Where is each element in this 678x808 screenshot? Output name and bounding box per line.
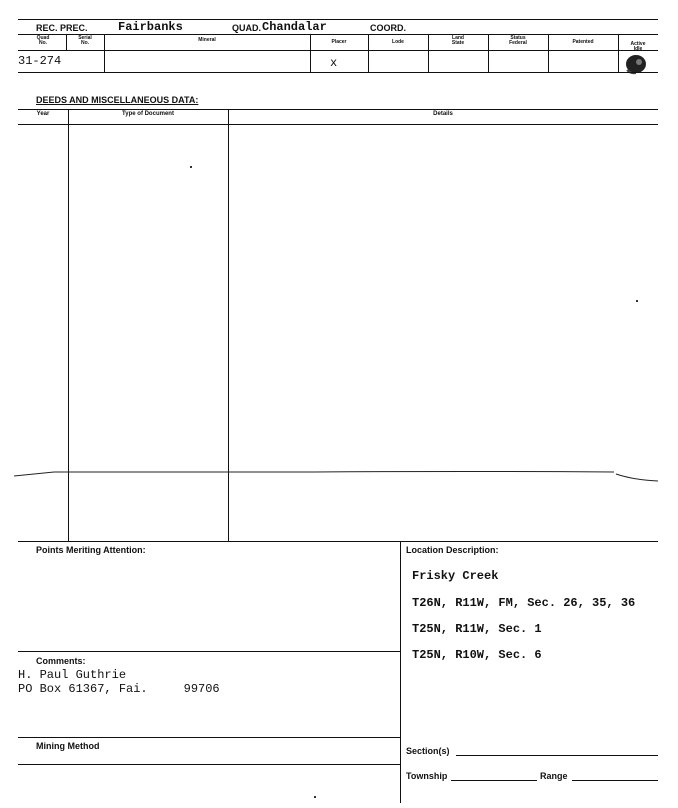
deeds-header-rule xyxy=(18,124,658,125)
quad-label: QUAD. xyxy=(232,23,261,33)
rec-prec-value: Fairbanks xyxy=(118,20,183,34)
hand-drawn-line xyxy=(14,464,662,486)
col-sep-2 xyxy=(104,34,105,50)
quad-value: Chandalar xyxy=(262,20,327,34)
township-blank xyxy=(451,780,537,781)
location-line-2: T26N, R11W, FM, Sec. 26, 35, 36 xyxy=(412,596,636,610)
location-line-1: Frisky Creek xyxy=(412,569,499,583)
stray-mark xyxy=(636,300,638,302)
col-serial-no: Serial No. xyxy=(78,35,92,46)
header-top-rule xyxy=(18,19,658,20)
deeds-bottom-rule xyxy=(18,541,658,542)
rec-prec-label: REC. PREC. xyxy=(36,23,88,33)
location-line-3: T25N, R11W, Sec. 1 xyxy=(412,622,542,636)
col-patented: Patented xyxy=(572,39,594,45)
coord-label: COORD. xyxy=(370,23,406,33)
col-active-idle: Active Idle xyxy=(630,41,646,52)
header-mid-rule xyxy=(18,34,658,35)
col-sep-5 xyxy=(428,34,429,72)
col-sep-3 xyxy=(310,34,311,72)
sections-label: Section(s) xyxy=(406,746,450,756)
mining-label: Mining Method xyxy=(36,741,100,751)
quad-no-value: 31-274 xyxy=(18,54,62,68)
stray-mark xyxy=(190,166,192,168)
placer-mark: x xyxy=(330,56,338,70)
col-sep-8 xyxy=(618,34,619,72)
record-row-rule xyxy=(18,72,658,73)
deeds-col-year: Year xyxy=(36,111,50,117)
col-sep-4 xyxy=(368,34,369,72)
col-land-state: Land State xyxy=(451,35,465,46)
col-sep-7 xyxy=(548,34,549,72)
header-columns-rule xyxy=(18,50,658,51)
sections-blank xyxy=(456,755,658,756)
deeds-section-title: DEEDS AND MISCELLANEOUS DATA: xyxy=(36,95,199,105)
col-sep-1 xyxy=(66,34,67,50)
location-divider xyxy=(400,541,401,803)
col-placer: Placer xyxy=(331,39,347,45)
deeds-top-rule xyxy=(18,109,658,110)
comments-label: Comments: xyxy=(36,656,86,666)
comments-line-2: PO Box 61367, Fai. 99706 xyxy=(18,682,220,696)
deeds-col-details: Details xyxy=(433,111,453,117)
location-label: Location Description: xyxy=(406,545,499,555)
comments-line-1: H. Paul Guthrie xyxy=(18,668,127,682)
col-mineral: Mineral xyxy=(198,37,216,43)
col-status-federal: Status Federal xyxy=(509,35,527,46)
points-label: Points Meriting Attention: xyxy=(36,545,146,555)
col-quad-no: Quad No. xyxy=(36,35,50,46)
deeds-col-type: Type of Document xyxy=(122,111,174,117)
stray-mark xyxy=(314,796,316,798)
location-line-4: T25N, R10W, Sec. 6 xyxy=(412,648,542,662)
range-blank xyxy=(572,780,658,781)
township-label: Township xyxy=(406,771,448,781)
range-label: Range xyxy=(540,771,568,781)
mining-bottom-rule xyxy=(18,764,400,765)
col-sep-9 xyxy=(104,50,105,72)
col-sep-6 xyxy=(488,34,489,72)
comments-top-rule xyxy=(18,651,400,652)
col-lode: Lode xyxy=(392,39,404,45)
mining-top-rule xyxy=(18,737,400,738)
